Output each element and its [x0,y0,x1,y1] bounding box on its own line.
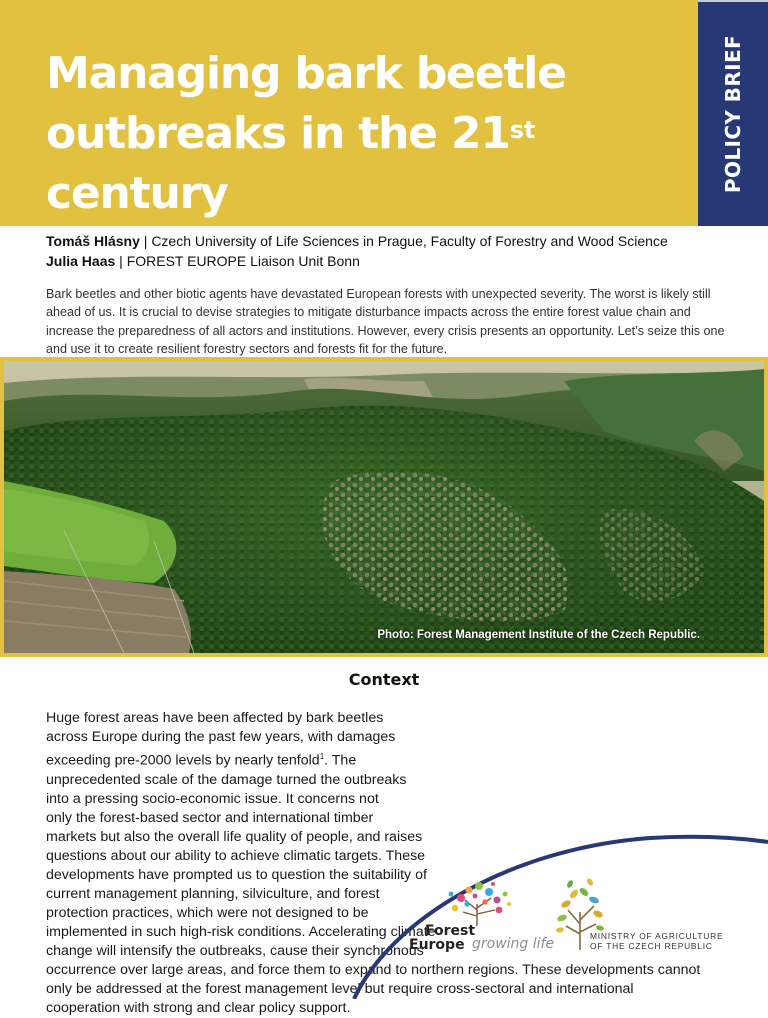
forest-europe-tree-icon [405,880,555,928]
policy-brief-tag [698,0,768,226]
author-name: Tomáš Hlásny [46,233,140,249]
ministry-name-line: MINISTRY OF AGRICULTURE [590,931,724,941]
intro-paragraph: Bark beetles and other biotic agents have devastated European forests with unexpected severity. The worst is likely still ahead of us. It is crucial to devise strategies to mitigate disturbance impacts across the entire forest value chain and increase the preparedness of all actors and institutions. However, every crisis presents an opportunity. Let’s seize this one and use it to create resilient forestry sectors and forests fit for the future. [46,287,725,357]
author-affiliation: Czech University of Life Sciences in Prague, Faculty of Forestry and Wood Science [151,233,668,249]
title-banner [0,0,698,226]
footnote-marker: 1 [319,752,325,761]
forest-landscape-image [4,361,764,653]
forest-photo [4,361,764,653]
ministry-name-line: OF THE CZECH REPUBLIC [590,941,713,951]
context-heading: Context [348,670,420,689]
author-affiliation: FOREST EUROPE Liaison Unit Bonn [126,253,360,269]
photo-frame [0,357,768,657]
ministry-name [590,931,730,951]
ministry-logo [550,874,730,964]
context-paragraph: Huge forest areas have been affected by bark beetles across Europe during the past few years, with damages exceeding pre-2000 levels by nearly tenfold$^1$. The unprecedented scale of the damage turned the outbreaks into a pressing socio-economic issue. It concerns not only the forest-based sector and international timber markets but also the overall life quality of people, and raises questions about our ability to achieve climatic targets. These developments have prompted us to question the suitability of current management planning, silviculture, and forest protection practices, which were not designed to be implemented in such high-risk conditions. Accelerating climate change will intensify the outbreaks, cause their synchronous occurrence over large areas, and force them to expand to northern regions. These developments cannot only be addressed at the forest management level but require cross-sectoral and international cooperation with strong and clear policy support. [46,709,708,1018]
page-title: Managing bark beetle outbreaks in the 21st century [46,48,566,219]
title-superscript: st [509,116,536,144]
policy-brief-label: POLICY BRIEF [721,34,745,194]
author-name: Julia Haas [46,253,116,269]
forest-europe-logo [405,880,555,960]
photo-credit: Photo: Forest Management Institute of the Czech Republic. [377,629,700,641]
author-line: Tomáš Hlásny | Czech University of Life Sciences in Prague, Faculty of Forestry and Wood Science [46,233,668,249]
authors-block [46,231,668,271]
forest-europe-tagline: growing life [472,936,555,952]
forest-europe-name: Europe [409,937,465,953]
forest-europe-name: Forest [425,923,476,939]
author-line: Julia Haas | FOREST EUROPE Liaison Unit Bonn [46,253,360,269]
